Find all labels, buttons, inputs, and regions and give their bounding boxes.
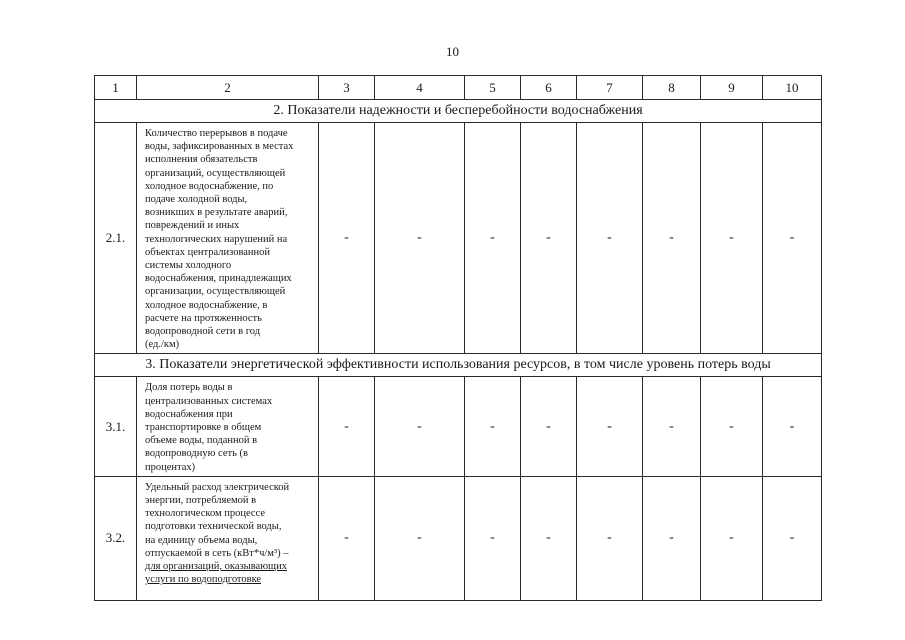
header-cell: 3 [319,76,375,100]
value-cell: - [319,123,375,354]
page-number: 10 [446,44,459,59]
value-cell: - [763,377,822,476]
section-row [95,100,822,123]
row-number: 2.1. [95,123,137,354]
value-cell: - [643,123,701,354]
header-cell: 1 [95,76,137,100]
row-description: Количество перерывов в подаче воды, зафиксированных в местах исполнения обязательств организаций, осуществляющей холодное водоснабжение, по подаче холодной воды, возникших в результате аварий, повреждений и иных технологических нарушений на объектах централизованной системы холодного водоснабжения, принадлежащих организации, осуществляющей холодное водоснабжение, в расчете на протяженность водопроводной сети в год (ед./км) [137,123,319,354]
header-cell: 5 [465,76,521,100]
header-cell: 4 [375,76,465,100]
value-cell: - [763,123,822,354]
value-cell: - [701,123,763,354]
value-cell: - [465,476,521,600]
value-cell: - [577,476,643,600]
header-cell: 7 [577,76,643,100]
row-number: 3.1. [95,377,137,476]
value-cell: - [465,377,521,476]
header-cell: 9 [701,76,763,100]
table-row [95,123,822,354]
value-cell: - [643,377,701,476]
value-cell: - [521,476,577,600]
value-cell: - [375,123,465,354]
value-cell: - [319,476,375,600]
section-title: 2. Показатели надежности и бесперебойности водоснабжения [95,100,822,123]
value-cell: - [577,123,643,354]
value-cell: - [465,123,521,354]
section-row [95,354,822,377]
row-number: 3.2. [95,476,137,600]
value-cell: - [375,377,465,476]
header-cell: 8 [643,76,701,100]
value-cell: - [701,377,763,476]
value-cell: - [521,377,577,476]
row-description-underlined: для организаций, оказывающих услуги по водоподготовке [145,561,287,586]
header-cell: 6 [521,76,577,100]
row-description: Доля потерь воды в централизованных системах водоснабжения при транспортировке в общем объеме воды, поданной в водопроводную сеть (в процентах) [137,377,319,476]
value-cell: - [375,476,465,600]
row-description-main: Удельный расход электрической энергии, потребляемой в технологическом процессе подготовки технической воды, на единицу объема воды, отпускаемой в сеть (кВт*ч/м³) – [145,481,290,559]
header-cell: 10 [763,76,822,100]
table-row [95,377,822,476]
section-title: 3. Показатели энергетической эффективности использования ресурсов, в том числе уровень потерь воды [95,354,822,377]
value-cell: - [577,377,643,476]
value-cell: - [763,476,822,600]
header-row [95,76,822,100]
value-cell: - [643,476,701,600]
value-cell: - [701,476,763,600]
table-row [95,476,822,600]
value-cell: - [319,377,375,476]
value-cell: - [521,123,577,354]
indicators-table [94,75,822,601]
row-description [137,476,319,600]
header-cell: 2 [137,76,319,100]
